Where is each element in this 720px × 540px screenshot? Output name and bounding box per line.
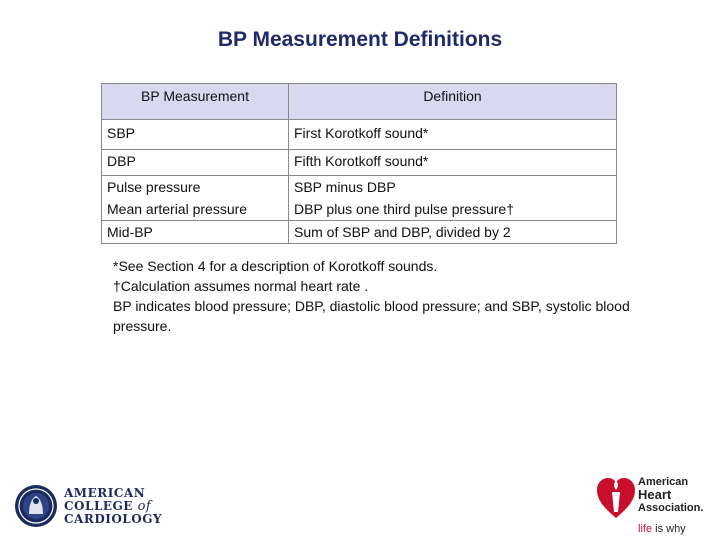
definition-cell-pair	[289, 176, 617, 221]
measurement-cell: DBP	[102, 150, 289, 176]
measurement-pulse-pressure: Pulse pressure	[107, 179, 201, 195]
acc-logo	[14, 484, 162, 528]
definition-mean-arterial: DBP plus one third pulse pressure†	[294, 201, 514, 217]
footnote-abbreviations: BP indicates blood pressure; DBP, diastolic blood pressure; and SBP, systolic blood pressure.	[113, 298, 630, 334]
header-bp-measurement: BP Measurement	[102, 84, 289, 120]
heart-torch-icon	[596, 472, 636, 522]
footnote-korotkoff: *See Section 4 for a description of Korotkoff sounds.	[113, 258, 438, 274]
table-row	[102, 221, 617, 244]
definition-cell: First Korotkoff sound*	[289, 120, 617, 150]
aha-tagline: life is why	[638, 523, 686, 535]
table-header-row	[102, 84, 617, 120]
definition-cell: Sum of SBP and DBP, divided by 2	[289, 221, 617, 244]
table-row	[102, 120, 617, 150]
measurement-cell-pair	[102, 176, 289, 221]
acc-wordmark: AMERICAN COLLEGE of CARDIOLOGY	[64, 485, 163, 526]
footnote-calculation: †Calculation assumes normal heart rate .	[113, 278, 369, 294]
aha-logo	[596, 470, 720, 540]
measurement-mean-arterial: Mean arterial pressure	[107, 201, 248, 217]
definitions-table	[101, 83, 617, 244]
header-definition: Definition	[289, 84, 617, 120]
measurement-cell: Mid-BP	[102, 221, 289, 244]
footnotes	[113, 256, 633, 336]
measurement-cell: SBP	[102, 120, 289, 150]
aha-wordmark: American Heart Association.	[638, 476, 704, 514]
definition-pulse-pressure: SBP minus DBP	[294, 179, 396, 195]
definition-cell: Fifth Korotkoff sound*	[289, 150, 617, 176]
table-row	[102, 150, 617, 176]
table-row	[102, 176, 617, 221]
page-title: BP Measurement Definitions	[217, 28, 503, 51]
acc-seal-icon	[14, 484, 58, 528]
